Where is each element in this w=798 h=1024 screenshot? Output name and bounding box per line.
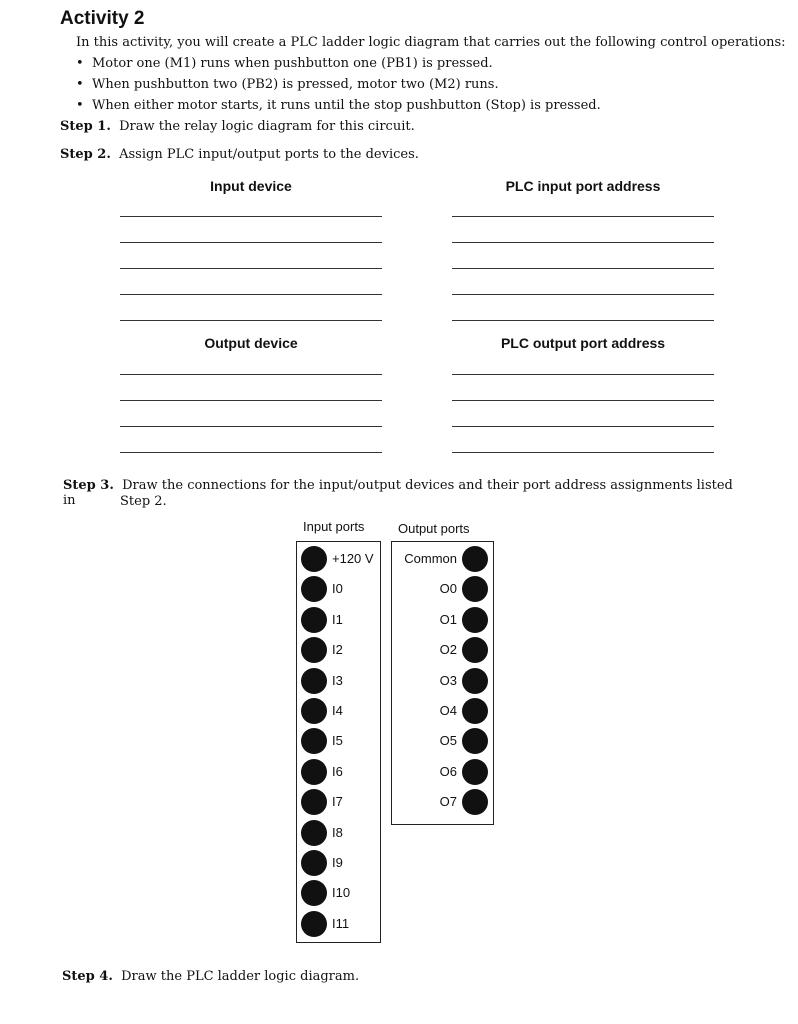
output-device-line[interactable]: [120, 400, 382, 401]
step-3-continuation: Step 2.: [120, 494, 167, 509]
output-terminal-icon[interactable]: [462, 607, 488, 633]
input-port-label: +120 V: [332, 551, 374, 566]
step-1: [60, 119, 415, 134]
bullet-item: [76, 56, 493, 71]
input-device-heading: Input device: [210, 178, 292, 194]
input-terminal-icon[interactable]: [301, 759, 327, 785]
output-device-line[interactable]: [120, 452, 382, 453]
bullet-icon: •: [76, 77, 84, 92]
step-text: Assign PLC input/output ports to the devices.: [119, 147, 419, 162]
input-address-line[interactable]: [452, 320, 714, 321]
step-text: Draw the relay logic diagram for this circuit.: [119, 119, 415, 134]
output-address-heading: PLC output port address: [500, 335, 666, 351]
output-port-label: O2: [439, 642, 457, 658]
bullet-text: When pushbutton two (PB2) is pressed, motor two (M2) runs.: [92, 77, 499, 92]
input-terminal-icon[interactable]: [301, 546, 327, 572]
output-terminal-icon[interactable]: [462, 789, 488, 815]
output-port-label: O0: [439, 581, 457, 597]
output-port-label: O6: [439, 763, 457, 779]
bullet-icon: •: [76, 98, 84, 113]
output-port-label: O4: [439, 703, 457, 718]
step-label: Step 2.: [60, 147, 111, 162]
input-port-label: I0: [332, 581, 343, 597]
bullet-item: [76, 77, 499, 92]
bullet-text: When either motor starts, it runs until the stop pushbutton (Stop) is pressed.: [92, 98, 601, 113]
input-port-label: I4: [332, 703, 343, 718]
input-device-line[interactable]: [120, 320, 382, 321]
output-port-label: O5: [439, 733, 457, 749]
bullet-text: Motor one (M1) runs when pushbutton one (PB1) is pressed.: [92, 56, 493, 71]
output-port-label: O1: [439, 611, 457, 627]
input-port-label: I9: [332, 855, 343, 870]
input-device-line[interactable]: [120, 294, 382, 295]
output-port-label: O7: [439, 794, 457, 810]
output-address-line[interactable]: [452, 426, 714, 427]
output-terminal-icon[interactable]: [462, 698, 488, 724]
activity-title: Activity 2: [60, 8, 145, 29]
output-address-line[interactable]: [452, 400, 714, 401]
output-terminal-icon[interactable]: [462, 546, 488, 572]
input-device-line[interactable]: [120, 216, 382, 217]
input-address-line[interactable]: [452, 268, 714, 269]
input-port-label: I11: [332, 915, 350, 931]
step-label: Step 4.: [62, 969, 113, 984]
input-address-line[interactable]: [452, 294, 714, 295]
input-terminal-icon[interactable]: [301, 607, 327, 633]
input-terminal-icon[interactable]: [301, 820, 327, 846]
input-ports-title: Input ports: [303, 519, 365, 534]
input-port-label: I5: [332, 733, 343, 749]
step-text: Draw the connections for the input/output devices and their port address assignments listed in: [63, 478, 733, 508]
input-port-label: I8: [332, 824, 343, 840]
output-terminal-icon[interactable]: [462, 668, 488, 694]
output-address-line[interactable]: [452, 374, 714, 375]
input-address-heading: PLC input port address: [505, 178, 661, 194]
output-port-label: O3: [439, 672, 457, 688]
step-label: Step 1.: [60, 119, 111, 134]
output-address-line[interactable]: [452, 452, 714, 453]
input-terminal-icon[interactable]: [301, 698, 327, 724]
step-label: Step 3.: [63, 478, 114, 493]
input-address-line[interactable]: [452, 216, 714, 217]
input-terminal-icon[interactable]: [301, 637, 327, 663]
bullet-item: [76, 98, 601, 113]
activity-intro: In this activity, you will create a PLC ladder logic diagram that carries out the following control operations:: [76, 35, 786, 50]
input-port-label: I2: [332, 642, 343, 658]
input-terminal-icon[interactable]: [301, 789, 327, 815]
input-terminal-icon[interactable]: [301, 850, 327, 876]
input-port-label: I1: [332, 611, 343, 627]
input-terminal-icon[interactable]: [301, 668, 327, 694]
input-port-label: I7: [332, 794, 343, 810]
input-terminal-icon[interactable]: [301, 911, 327, 937]
output-port-label: Common: [404, 551, 457, 566]
output-terminal-icon[interactable]: [462, 759, 488, 785]
step-text: Draw the PLC ladder logic diagram.: [121, 969, 360, 984]
step-4: [62, 969, 359, 984]
step-2: [60, 147, 419, 162]
output-device-line[interactable]: [120, 374, 382, 375]
output-device-heading: Output device: [204, 335, 298, 351]
output-device-line[interactable]: [120, 426, 382, 427]
input-port-label: I3: [332, 672, 343, 688]
input-port-label: I6: [332, 763, 343, 779]
input-port-label: I10: [332, 885, 351, 901]
input-address-line[interactable]: [452, 242, 714, 243]
input-device-line[interactable]: [120, 242, 382, 243]
output-terminal-icon[interactable]: [462, 637, 488, 663]
output-ports-title: Output ports: [398, 521, 470, 536]
bullet-icon: •: [76, 56, 84, 71]
input-device-line[interactable]: [120, 268, 382, 269]
